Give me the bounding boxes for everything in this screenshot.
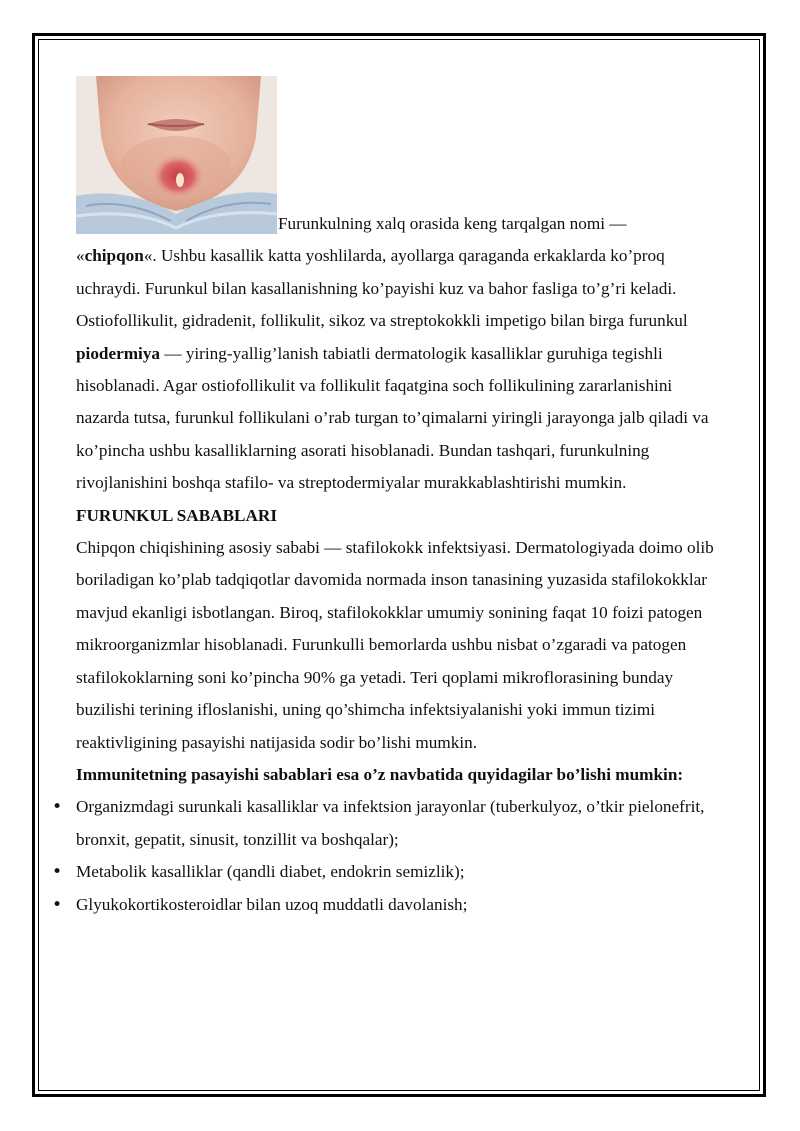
list-item-text: Metabolik kasalliklar (qandli diabet, endokrin semizlik); xyxy=(76,862,465,882)
bullet-icon: • xyxy=(52,862,63,883)
para2-text-before: Ostiofollikulit, gidradenit, follikulit, sikoz va streptokokkli impetigo bilan birga furunkul xyxy=(76,311,688,331)
list-item-text: Organizmdagi surunkali kasalliklar va infektsion jarayonlar (tuberkulyoz, o’tkir pielonefrit, bronxit, gepatit, sinusit, tonzillit va boshqalar); xyxy=(76,797,705,849)
paragraph-causes: Chipqon chiqishining asosiy sababi — stafilokokk infektsiyasi. Dermatologiyada doimo olib boriladigan ko’plab tadqiqotlar davomida normada inson tanasining yuzasida stafilokokklar mavjud ekanligi isbotlangan. Biroq, stafilokokklar umumiy sonining faqat 10 foizi patogen mikroorganizmlar hisoblanadi. Furunkulli bemorlarda ushbu nisbat o’zgaradi va patogen stafilokoklarning soni ko’pincha 90% ga yetadi. Teri qoplami mikroflorasining bunday buzilishi terining ifloslanishi, uning qo’shimcha infektsiyalanishi yoki immun tizimi reaktivligining pasayishi natijasida sodir bo’lishi mumkin. xyxy=(76,538,714,752)
intro-rest: . Ushbu kasallik katta yoshlilarda, ayollarga qaraganda erkaklarda ko’proq uchraydi. Furunkul bilan kasallanishning ko’payishi kuz va bahor fasliga to’g’ri keladi. xyxy=(76,246,677,298)
immunity-causes-list xyxy=(52,791,726,921)
para2-text-after: — yiring-yallig’lanish tabiatli dermatologik kasalliklar guruhiga tegishli hisoblanadi. Agar ostiofollikulit va follikulit faqatgina soch follikulining zararlanishini nazarda tutsa, furunkul follikulani o’rab turgan to’qimalarni yiringli jarayonga jalb qiladi va ko’pincha ushbu kasalliklarning asorati hisoblanadi. Bundan tashqari, furunkulning rivojlanishini boshqa stafilo- va streptodermiyalar murakkablashtirishi mumkin. xyxy=(76,343,709,493)
list-item-text: Glyukokortikosteroidlar bilan uzoq muddatli davolanish; xyxy=(76,894,468,914)
document-body xyxy=(52,76,726,921)
quote-open: « xyxy=(76,246,85,266)
list-item xyxy=(52,856,726,888)
section-heading-immunity: Immunitetning pasayishi sabablari esa o’z navbatida quyidagilar bo’lishi mumkin: xyxy=(76,764,684,784)
quote-close: « xyxy=(143,246,153,266)
intro-line-start: Furunkulning xalq orasida keng tarqalgan nomi — xyxy=(278,214,627,233)
intro-bold-term: chipqon xyxy=(84,246,144,266)
furuncle-chin-photo xyxy=(76,76,277,234)
paragraph-piodermiya xyxy=(76,305,726,499)
list-item xyxy=(52,889,726,921)
bullet-icon: • xyxy=(52,894,63,915)
list-item xyxy=(52,791,726,856)
bullet-icon: • xyxy=(52,797,63,818)
para2-bold-term: piodermiya xyxy=(76,343,161,363)
section-heading-causes: FURUNKUL SABABLARI xyxy=(76,505,278,525)
